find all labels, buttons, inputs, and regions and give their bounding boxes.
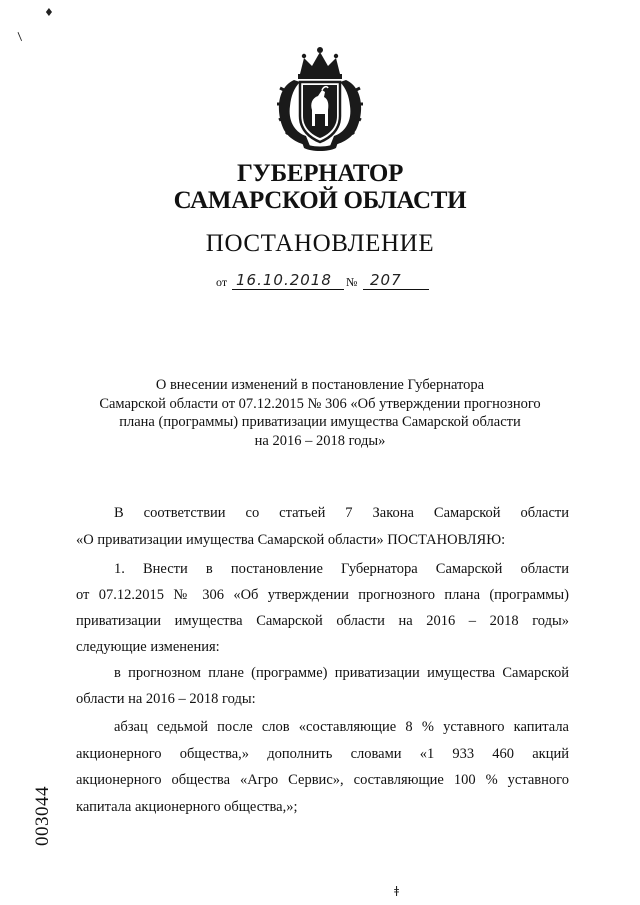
body-line: области на 2016 – 2018 годы:	[76, 691, 256, 707]
subject-line: плана (программы) приватизации имущества Самарской области	[119, 414, 521, 430]
scan-mark: /	[14, 30, 26, 43]
header-line-1: ГУБЕРНАТОР	[236, 160, 404, 187]
document-subject	[60, 376, 580, 450]
number-label: №	[346, 275, 358, 289]
samara-coat-of-arms-icon	[270, 44, 370, 152]
side-code-text: 003044	[32, 786, 53, 846]
body-line: от 07.12.2015 № 306 «Об утверждении прогнозного плана (программы)	[76, 587, 569, 603]
body-line: приватизации имущества Самарской области на 2016 – 2018 годы»	[76, 613, 569, 629]
body-line: абзац седьмой после слов «составляющие 8 % уставного капитала	[114, 719, 569, 735]
date-underline	[232, 289, 344, 290]
number-underline	[363, 289, 429, 290]
header-line-2: САМАРСКОЙ ОБЛАСТИ	[173, 187, 467, 214]
subject-line: О внесении изменений в постановление Губернатора	[155, 377, 485, 393]
scan-mark: ♦	[44, 6, 54, 19]
subject-line: на 2016 – 2018 годы»	[254, 432, 386, 449]
scan-mark: ǂ	[394, 884, 400, 897]
body-line: В соответствии со статьей 7 Закона Самарской области	[114, 505, 569, 521]
side-registration-code	[31, 778, 55, 854]
body-line: акционерного общества,» дополнить словами «1 933 460 акций	[76, 746, 569, 762]
body-line: в прогнозном плане (программе) приватизации имущества Самарской	[114, 665, 569, 681]
body-line: следующие изменения:	[76, 639, 220, 655]
number-value: 207	[370, 271, 402, 289]
document-type: ПОСТАНОВЛЕНИЕ	[205, 230, 435, 257]
subject-line: Самарской области от 07.12.2015 № 306 «Об утверждении прогнозного	[99, 395, 541, 412]
body-line: капитала акционерного общества,»;	[76, 799, 298, 815]
body-line: 1. Внести в постановление Губернатора Самарской области	[114, 561, 569, 577]
date-value: 16.10.2018	[236, 271, 332, 289]
date-number-line	[216, 270, 446, 294]
body-line: «О приватизации имущества Самарской области» ПОСТАНОВЛЯЮ:	[76, 532, 506, 548]
date-from-label: от	[216, 275, 228, 289]
body-line: акционерного общества «Агро Сервис», составляющие 100 % уставного	[76, 772, 569, 788]
